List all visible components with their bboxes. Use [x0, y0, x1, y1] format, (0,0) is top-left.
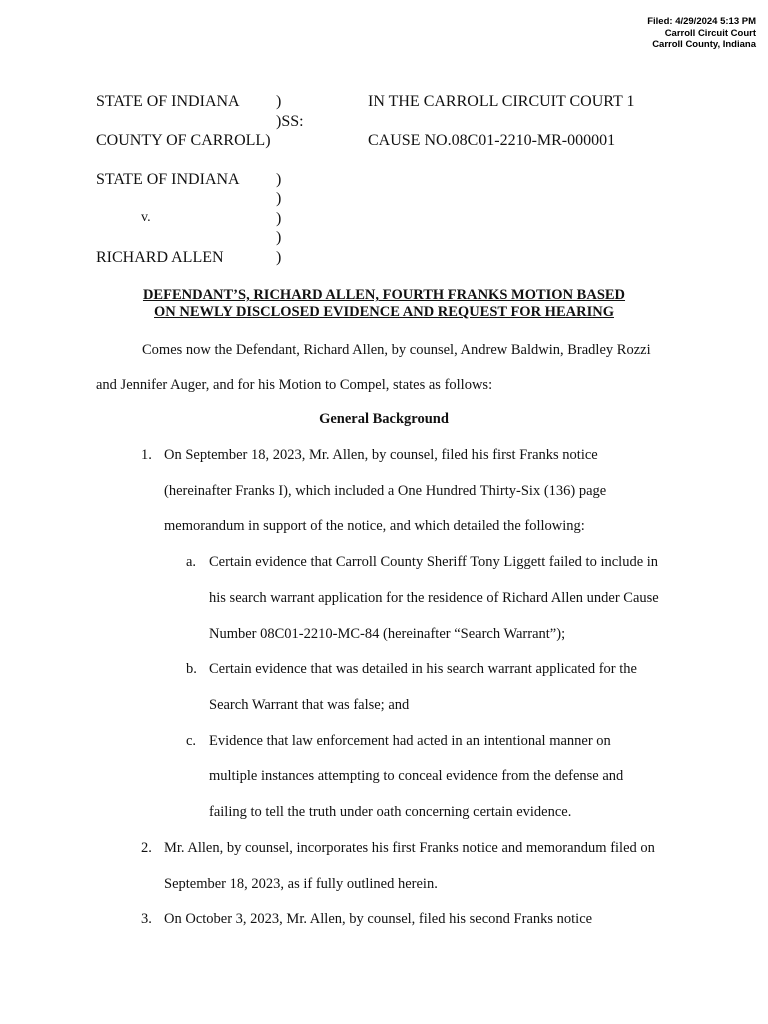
filed-date: Filed: 4/29/2024 5:13 PM [647, 16, 756, 27]
item-line: On September 18, 2023, Mr. Allen, by counsel, filed his first Franks notice [164, 447, 598, 463]
item-line: September 18, 2023, as if fully outlined herein. [164, 876, 438, 892]
title-line: DEFENDANT’S, RICHARD ALLEN, FOURTH FRANKS MOTION BASED [142, 287, 626, 303]
subitem-line: his search warrant application for the residence of Richard Allen under Cause [209, 590, 659, 606]
item-line: (hereinafter Franks I), which included a One Hundred Thirty-Six (136) page [164, 483, 607, 499]
caption-paren: ) [276, 210, 282, 227]
subitem-line: Certain evidence that was detailed in his search warrant applicated for the [209, 661, 637, 677]
caption-paren: ) [276, 249, 282, 266]
caption-paren: ) [276, 190, 282, 207]
item-line: memorandum in support of the notice, and which detailed the following: [164, 518, 585, 534]
versus: v. [141, 210, 151, 225]
subitem-letter: a. [186, 554, 197, 570]
subitem-line: Number 08C01-2210-MC-84 (hereinafter “Search Warrant”); [209, 626, 566, 642]
subitem-letter: c. [186, 733, 197, 749]
subitem-letter: b. [186, 661, 197, 677]
venue-county: COUNTY OF CARROLL) [96, 132, 271, 149]
defendant-name: RICHARD ALLEN [96, 249, 224, 266]
item-line: On October 3, 2023, Mr. Allen, by counsel, filed his second Franks notice [164, 911, 593, 927]
cause-number: CAUSE NO.08C01-2210-MR-000001 [368, 132, 616, 149]
title-line: ON NEWLY DISCLOSED EVIDENCE AND REQUEST FOR HEARING [154, 304, 614, 320]
caption-paren: ) [276, 171, 282, 188]
venue-paren: ) [276, 93, 282, 110]
intro-line: and Jennifer Auger, and for his Motion to Compel, states as follows: [96, 377, 493, 393]
item-number: 2. [141, 840, 152, 856]
court-name: IN THE CARROLL CIRCUIT COURT 1 [368, 93, 635, 110]
subitem-line: failing to tell the truth under oath concerning certain evidence. [209, 804, 572, 820]
venue-state: STATE OF INDIANA [96, 93, 240, 110]
filing-stamp [647, 16, 756, 51]
subitem-line: Certain evidence that Carroll County Sheriff Tony Liggett failed to include in [209, 554, 659, 570]
item-line: Mr. Allen, by counsel, incorporates his first Franks notice and memorandum filed on [164, 840, 655, 856]
item-number: 1. [141, 447, 152, 463]
venue-ss: )SS: [276, 113, 304, 130]
section-heading: General Background [319, 411, 449, 427]
filed-county: Carroll County, Indiana [652, 39, 756, 50]
plaintiff-name: STATE OF INDIANA [96, 171, 240, 188]
caption-paren: ) [276, 229, 282, 246]
subitem-line: Evidence that law enforcement had acted in an intentional manner on [209, 733, 611, 749]
intro-line: Comes now the Defendant, Richard Allen, by counsel, Andrew Baldwin, Bradley Rozzi [142, 342, 651, 358]
item-number: 3. [141, 911, 152, 927]
subitem-line: Search Warrant that was false; and [209, 697, 410, 713]
subitem-line: multiple instances attempting to conceal evidence from the defense and [209, 768, 624, 784]
filed-court: Carroll Circuit Court [664, 27, 756, 39]
motion-title [0, 287, 768, 321]
